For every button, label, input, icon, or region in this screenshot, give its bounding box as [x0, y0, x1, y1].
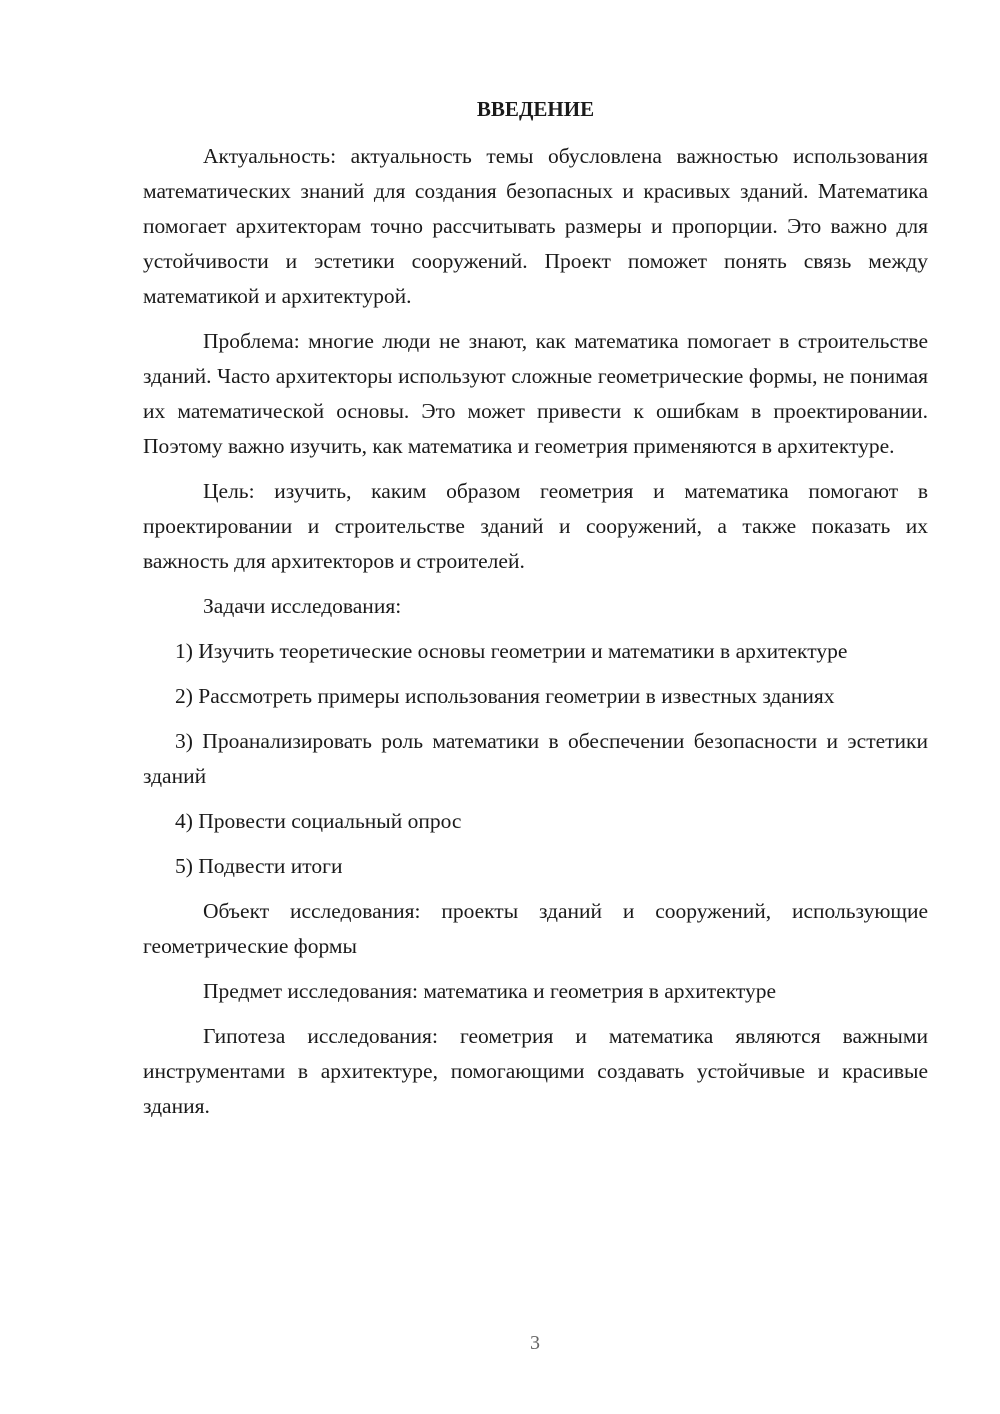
- section-title: ВВЕДЕНИЕ: [476, 97, 595, 121]
- page-number: 3: [530, 1332, 540, 1354]
- task-item-2: 2) Рассмотреть примеры использования геометрии в известных зданиях: [175, 684, 835, 708]
- paragraph-subject: Предмет исследования: математика и геометрия в архитектуре: [203, 979, 777, 1003]
- tasks-heading: Задачи исследования:: [203, 594, 402, 618]
- document-page: [143, 88, 928, 1134]
- task-item-1: 1) Изучить теоретические основы геометрии и математики в архитектуре: [175, 639, 848, 663]
- paragraph-object: Объект исследования: проекты зданий и сооружений, использующие геометрические формы: [143, 899, 928, 958]
- tasks-list: [143, 634, 928, 884]
- paragraph-relevance: Актуальность: актуальность темы обусловлена важностью использования математических знаний для создания безопасных и красивых зданий. Математика помогает архитекторам точно рассчитывать размеры и пропорции. Это важно для устойчивости и эстетики сооружений. Проект поможет понять связь между математикой и архитектурой.: [143, 144, 928, 308]
- paragraph-goal: Цель: изучить, каким образом геометрия и математика помогают в проектировании и строительстве зданий и сооружений, а также показать их важность для архитекторов и строителей.: [143, 479, 928, 573]
- paragraph-problem: Проблема: многие люди не знают, как математика помогает в строительстве зданий. Часто архитекторы используют сложные геометрические формы, не понимая их математической основы. Это может привести к ошибкам в проектировании. Поэтому важно изучить, как математика и геометрия применяются в архитектуре.: [143, 329, 928, 458]
- paragraph-hypothesis: Гипотеза исследования: геометрия и математика являются важными инструментами в архитектуре, помогающими создавать устойчивые и красивые здания.: [143, 1024, 928, 1118]
- task-item-5: 5) Подвести итоги: [175, 854, 343, 878]
- task-item-3: 3) Проанализировать роль математики в обеспечении безопасности и эстетики зданий: [143, 729, 928, 788]
- task-item-4: 4) Провести социальный опрос: [175, 809, 462, 833]
